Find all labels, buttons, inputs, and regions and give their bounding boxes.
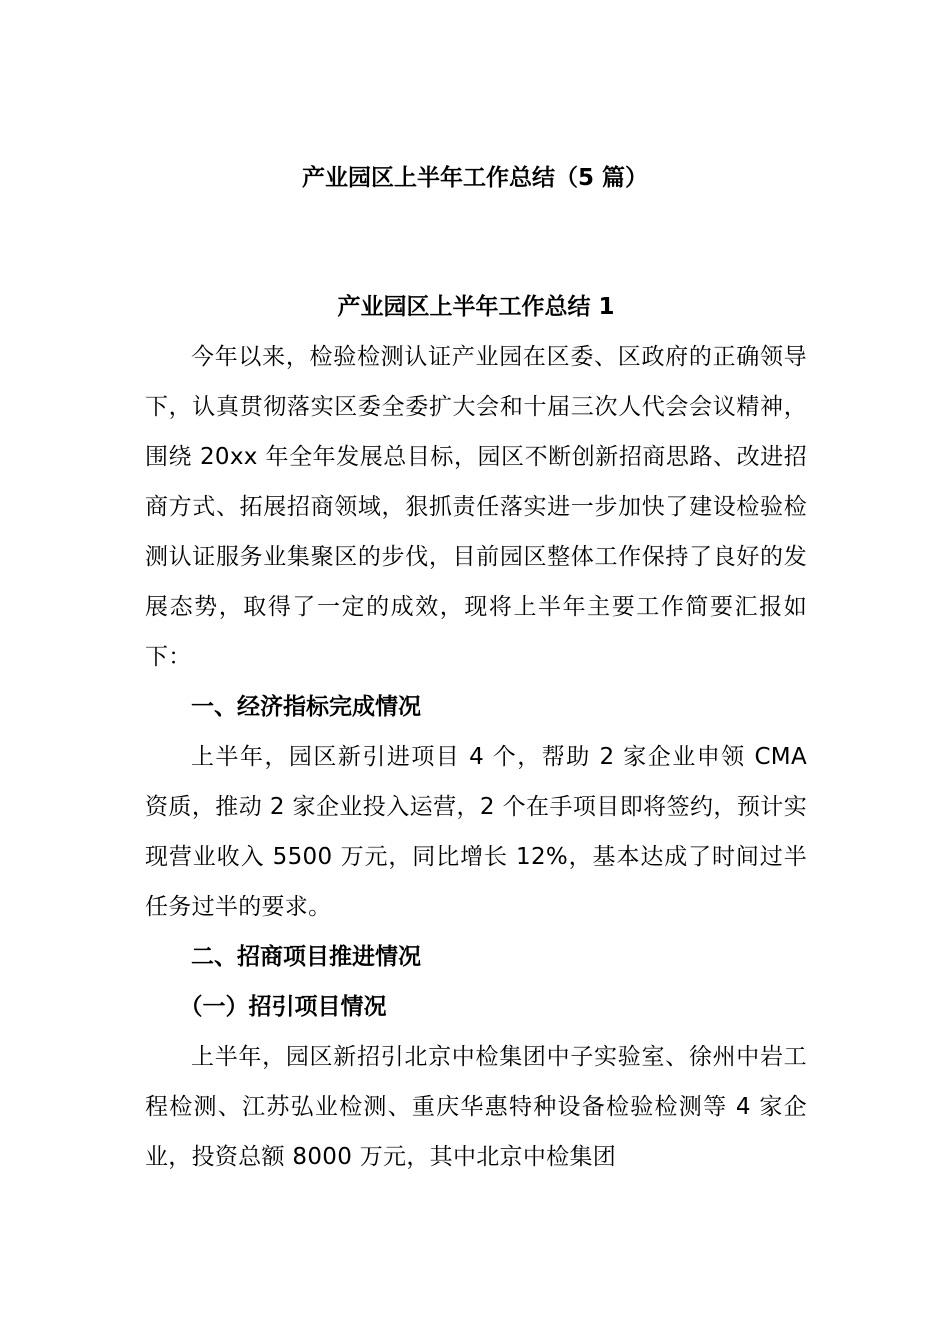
- project-attraction-paragraph: 上半年，园区新招引北京中检集团中子实验室、徐州中岩工程检测、江苏弘业检测、重庆华惠特种设备检验检测等 4 家企业，投资总额 8000 万元，其中北京中检集团: [145, 1044, 807, 1170]
- subheading-project-attraction: （一）招引项目情况: [179, 994, 387, 1020]
- intro-paragraph: 今年以来，检验检测认证产业园在区委、区政府的正确领导下，认真贯彻落实区委全委扩大会和十届三次人代会会议精神，围绕 20xx 年全年发展总目标，园区不断创新招商思路、改进招商方式、拓展招商领域，狠抓责任落实进一步加快了建设检验检测认证服务业集聚区的步伐，目前园区整体工作保持了良好的发展态势，取得了一定的成效，现将上半年主要工作简要汇报如下：: [145, 344, 807, 670]
- document-body: [145, 282, 807, 1182]
- section-title: 产业园区上半年工作总结 1: [337, 294, 615, 320]
- heading-investment-projects: 二、招商项目推进情况: [191, 944, 421, 970]
- document-title: 产业园区上半年工作总结（5 篇）: [301, 165, 648, 191]
- heading-economic-indicators: 一、经济指标完成情况: [191, 694, 421, 720]
- economic-indicators-paragraph: 上半年，园区新引进项目 4 个，帮助 2 家企业申领 CMA 资质，推动 2 家企业投入运营，2 个在手项目即将签约，预计实现营业收入 5500 万元，同比增长 12%，基本达成了时间过半任务过半的要求。: [145, 744, 807, 920]
